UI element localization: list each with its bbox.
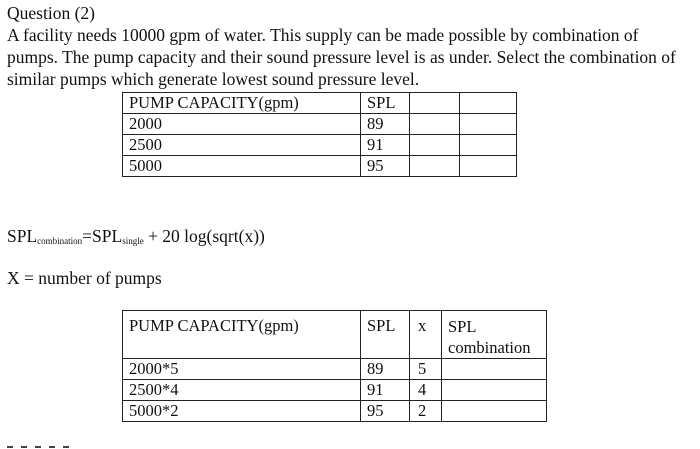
header-spl: SPL bbox=[361, 93, 410, 114]
cell-spl-combination bbox=[442, 380, 547, 401]
cell-capacity: 2500 bbox=[123, 135, 361, 156]
cell-empty bbox=[410, 114, 460, 135]
header-spl-combination-line-2: combination bbox=[448, 338, 531, 357]
cell-empty bbox=[410, 156, 460, 177]
formula-rhs: SPL bbox=[92, 226, 123, 246]
question-text-line-1: A facility needs 10000 gpm of water. This supply can be made possible by combination of bbox=[7, 25, 639, 45]
formula-rhs-subscript: single bbox=[122, 236, 144, 246]
pump-combination-table bbox=[122, 310, 547, 422]
formula-tail: + 20 log(sqrt(x)) bbox=[143, 226, 265, 246]
cell-spl-combination bbox=[442, 401, 547, 422]
header-spl-combination bbox=[442, 311, 547, 359]
table-row bbox=[123, 135, 517, 156]
cell-empty bbox=[460, 135, 517, 156]
formula-lhs: SPL bbox=[7, 226, 38, 246]
cell-spl: 89 bbox=[361, 114, 410, 135]
header-empty-2 bbox=[460, 93, 517, 114]
table-row bbox=[123, 401, 547, 422]
question-heading: Question (2) bbox=[7, 3, 95, 23]
spl-combination-formula bbox=[7, 226, 265, 252]
header-pump-capacity: PUMP CAPACITY(gpm) bbox=[123, 93, 361, 114]
cell-spl: 95 bbox=[361, 401, 410, 422]
table-row bbox=[123, 380, 547, 401]
cell-capacity: 2000*5 bbox=[123, 359, 361, 380]
formula-equals: = bbox=[82, 226, 93, 246]
header-spl: SPL bbox=[361, 311, 410, 359]
pump-spl-table bbox=[122, 92, 517, 177]
cell-empty bbox=[460, 114, 517, 135]
header-pump-capacity: PUMP CAPACITY(gpm) bbox=[123, 311, 361, 359]
cell-spl: 91 bbox=[361, 135, 410, 156]
cell-capacity: 2000 bbox=[123, 114, 361, 135]
cell-empty bbox=[410, 135, 460, 156]
cell-x: 2 bbox=[410, 401, 442, 422]
header-spl-combination-line-1: SPL bbox=[448, 317, 477, 336]
table-header-row bbox=[123, 93, 517, 114]
cell-capacity: 5000*2 bbox=[123, 401, 361, 422]
formula-lhs-subscript: combination bbox=[37, 236, 83, 246]
cell-capacity: 2500*4 bbox=[123, 380, 361, 401]
table-header-row bbox=[123, 311, 547, 359]
cell-x: 5 bbox=[410, 359, 442, 380]
cell-x: 4 bbox=[410, 380, 442, 401]
header-empty-1 bbox=[410, 93, 460, 114]
question-text-line-2: pumps. The pump capacity and their sound pressure level is as under. Select the combination of bbox=[7, 47, 676, 67]
table-row bbox=[123, 114, 517, 135]
cell-spl-combination bbox=[442, 359, 547, 380]
table-row bbox=[123, 359, 547, 380]
header-x: x bbox=[410, 311, 442, 359]
cell-empty bbox=[460, 156, 517, 177]
cell-spl: 89 bbox=[361, 359, 410, 380]
table-row bbox=[123, 156, 517, 177]
question-text-line-3: similar pumps which generate lowest sound pressure level. bbox=[7, 69, 420, 89]
cell-capacity: 5000 bbox=[123, 156, 361, 177]
x-definition: X = number of pumps bbox=[7, 268, 162, 288]
cut-off-text-fragment bbox=[7, 440, 97, 449]
cell-spl: 95 bbox=[361, 156, 410, 177]
cell-spl: 91 bbox=[361, 380, 410, 401]
